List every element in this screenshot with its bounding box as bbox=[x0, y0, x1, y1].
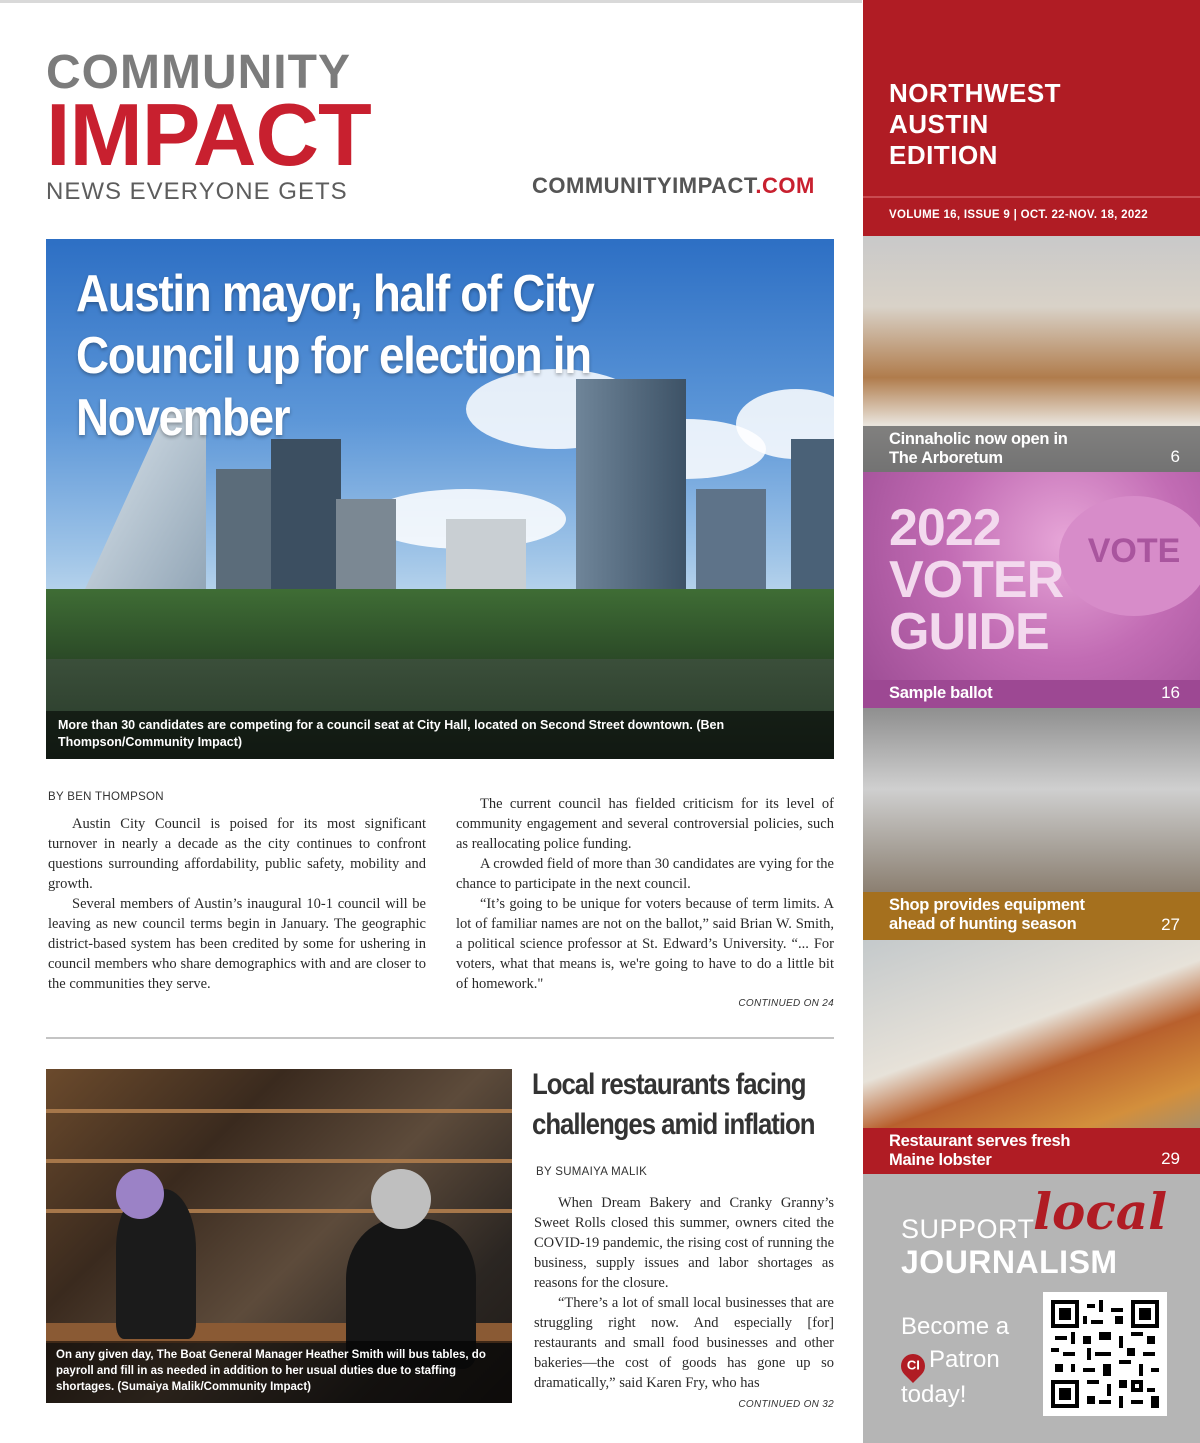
site-url-suffix: .COM bbox=[755, 173, 815, 198]
patron-line bbox=[901, 1343, 1009, 1378]
teaser-label-line: The Arboretum bbox=[889, 449, 1003, 467]
logo-community-text: COMMUNITY bbox=[46, 46, 351, 99]
logo-impact-text: IMPACT bbox=[46, 85, 371, 184]
skyscraper-shape bbox=[791, 439, 834, 609]
customer-head bbox=[371, 1169, 431, 1229]
qr-code-graphic bbox=[1051, 1300, 1159, 1408]
article1-byline: BY BEN THOMPSON bbox=[48, 791, 164, 803]
tree-line-shape bbox=[46, 589, 834, 659]
article1-paragraph: A crowded field of more than 30 candidates are vying for the chance to participate in the next council. bbox=[456, 856, 834, 892]
ci-pin-text: CI bbox=[906, 1358, 920, 1373]
bar-shelf-shape bbox=[46, 1109, 512, 1113]
teaser-label bbox=[863, 1128, 1200, 1174]
support-local-script: local bbox=[1033, 1182, 1168, 1241]
edition-name bbox=[889, 78, 1061, 171]
skyscraper-shape bbox=[216, 469, 276, 609]
site-url-main: COMMUNITYIMPACT bbox=[532, 173, 756, 198]
teaser-lobster-restaurant[interactable] bbox=[863, 940, 1200, 1174]
vote-button-badge: VOTE bbox=[1059, 496, 1200, 616]
hero-headline[interactable]: Austin mayor, half of City Council up for election in November bbox=[76, 265, 594, 447]
restaurant-photo[interactable] bbox=[46, 1069, 512, 1403]
right-sidebar bbox=[863, 0, 1200, 1443]
bar-shelf-shape bbox=[46, 1159, 512, 1163]
teaser-label bbox=[863, 680, 1200, 708]
teaser-label-line: Maine lobster bbox=[889, 1151, 992, 1169]
support-journalism-ad[interactable] bbox=[863, 1174, 1200, 1443]
logo-tagline: NEWS EVERYONE GETS bbox=[46, 178, 348, 205]
section-divider bbox=[46, 1037, 834, 1039]
teaser-label bbox=[863, 892, 1200, 940]
teaser-hunting-shop[interactable] bbox=[863, 708, 1200, 940]
article2-continued-link[interactable]: CONTINUED ON 32 bbox=[738, 1399, 834, 1410]
edition-divider bbox=[863, 196, 1200, 198]
bartender-head bbox=[116, 1169, 164, 1219]
article1-column-right bbox=[456, 794, 834, 994]
patron-word: Patron bbox=[929, 1346, 1000, 1373]
patron-line: Become a bbox=[901, 1313, 1010, 1340]
hero-photo[interactable] bbox=[46, 239, 834, 759]
support-word: SUPPORT bbox=[901, 1214, 1035, 1244]
community-impact-logo[interactable] bbox=[46, 46, 376, 205]
bar-shelf-shape bbox=[46, 1209, 512, 1213]
edition-issue-info: VOLUME 16, ISSUE 9 | OCT. 22-NOV. 18, 2022 bbox=[889, 209, 1148, 221]
article1-column-left bbox=[48, 814, 426, 994]
voter-guide-line: GUIDE bbox=[889, 603, 1049, 661]
article1-paragraph: Several members of Austin’s inaugural 10-1 council will be leaving as new council terms begin in January. The geographic district-based system has been credited by some for ushering in council members who share demographics with and are closer to the communities they serve. bbox=[48, 896, 426, 992]
teaser-label bbox=[863, 426, 1200, 472]
article1-paragraph: Austin City Council is poised for its most significant turnover in nearly a decade as the city continues to confront questions surrounding affordability, public safety, mobility and growth. bbox=[48, 816, 426, 892]
restaurant-photo-caption: On any given day, The Boat General Manager Heather Smith will bus tables, do payroll and fill in as needed in addition to her usual duties due to staffing shortages. (Sumaiya Malik/Community Impact) bbox=[46, 1341, 512, 1403]
teaser-voter-guide[interactable] bbox=[863, 472, 1200, 708]
article2-paragraph: When Dream Bakery and Cranky Granny’s Sweet Rolls closed this summer, owners cited the COVID-19 pandemic, the rising cost of running the business, supply issues and labor shortages as reasons for the closure. bbox=[534, 1195, 834, 1291]
article1-paragraph: The current council has fielded criticism for its level of community engagement and several controversial policies, such as reallocating police funding. bbox=[456, 796, 834, 852]
teaser-label-line: Shop provides equipment bbox=[889, 896, 1085, 914]
edition-line: EDITION bbox=[889, 140, 998, 170]
teaser-page-number: 6 bbox=[1170, 447, 1180, 466]
article2-byline: BY SUMAIYA MALIK bbox=[536, 1166, 648, 1178]
teaser-label-line: ahead of hunting season bbox=[889, 915, 1077, 933]
article2-column bbox=[534, 1193, 834, 1393]
teaser-page-number: 27 bbox=[1161, 915, 1180, 934]
patron-line: today! bbox=[901, 1381, 967, 1408]
edition-line: AUSTIN bbox=[889, 109, 989, 139]
article1-continued-link[interactable]: CONTINUED ON 24 bbox=[738, 998, 834, 1009]
edition-line: NORTHWEST bbox=[889, 78, 1062, 108]
article2-headline[interactable]: Local restaurants facing challenges amid inflation bbox=[532, 1068, 815, 1141]
skyscraper-shape bbox=[271, 439, 341, 609]
teaser-page-number: 16 bbox=[1161, 683, 1180, 702]
teaser-label-line: Cinnaholic now open in bbox=[889, 430, 1068, 448]
voter-guide-line: VOTER bbox=[889, 551, 1064, 609]
voter-guide-line: 2022 bbox=[889, 499, 1001, 557]
article2-paragraph: “There’s a lot of small local businesses that are struggling right now. And especially [for] restaurants and small food businesses and other bakeries—the cost of goods has gone up so dramatically,” said Karen Fry, who has bbox=[534, 1295, 834, 1391]
qr-code-icon[interactable] bbox=[1043, 1292, 1167, 1416]
journalism-word: JOURNALISM bbox=[901, 1244, 1118, 1280]
teaser-label-line: Restaurant serves fresh bbox=[889, 1132, 1071, 1150]
article1-paragraph: “It’s going to be unique for voters because of term limits. A lot of familiar names are not on the ballot,” said Brian W. Smith, a political science professor at St. Edward’s University. “... For voters, what that means is, we're going to have to do a little bit of homework." bbox=[456, 896, 834, 992]
site-url-link[interactable] bbox=[532, 173, 815, 199]
voter-guide-title bbox=[889, 499, 1064, 661]
teaser-cinnaholic[interactable] bbox=[863, 236, 1200, 472]
teaser-label-line: Sample ballot bbox=[889, 684, 993, 702]
hero-caption: More than 30 candidates are competing for a council seat at City Hall, located on Second Street downtown. (Ben Thompson/Community Impact) bbox=[46, 711, 834, 759]
teaser-page-number: 29 bbox=[1161, 1149, 1180, 1168]
edition-banner bbox=[863, 0, 1200, 236]
patron-callout bbox=[901, 1310, 1009, 1411]
